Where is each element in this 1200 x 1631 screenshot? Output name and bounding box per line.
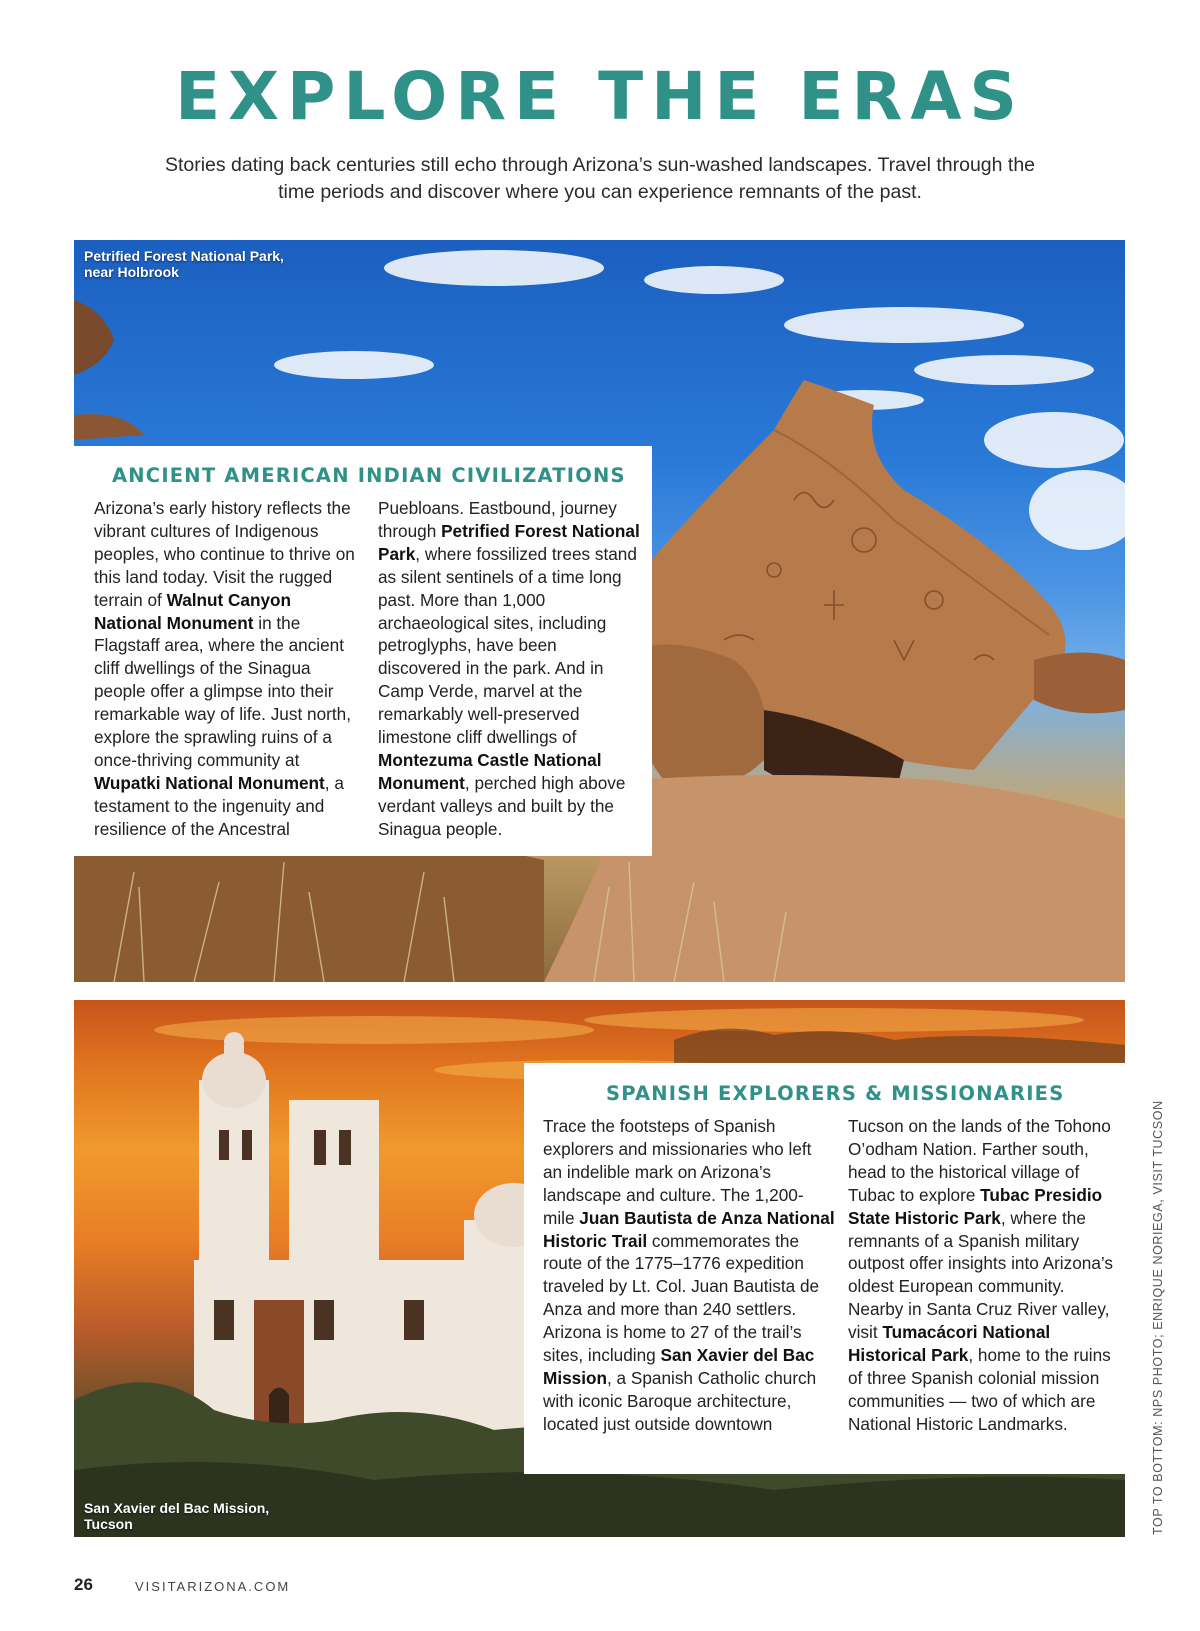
place-tubac-presidio: Tubac Presidio State Historic Park bbox=[848, 1184, 1103, 1228]
place-walnut-canyon: Walnut Canyon National Monument bbox=[94, 589, 292, 633]
body-text: , home to the ruins of three Spanish colonial mission communities — two of which are National Historic Landmarks. bbox=[848, 1345, 1111, 1434]
section-heading-ancient: ANCIENT AMERICAN INDIAN CIVILIZATIONS bbox=[112, 464, 626, 487]
body-text: commemorates the route of the 1775–1776 expedition traveled by Lt. Col. Juan Bautista de Anza and more than 240 settlers. Arizona is home to 27 of the trail’s sites, including bbox=[543, 1230, 820, 1366]
place-tumacacori: Tumacácori National Historical Park bbox=[848, 1322, 1051, 1366]
page-title: EXPLORE THE ERAS bbox=[175, 58, 1025, 135]
body-text: Tucson on the lands of the Tohono O’odham Nation. Farther south, head to the historical village of Tubac to explore bbox=[848, 1116, 1111, 1205]
place-wupatki: Wupatki National Monument bbox=[94, 772, 325, 793]
photo-credit: TOP TO BOTTOM: NPS PHOTO; ENRIQUE NORIEGA, VISIT TUCSON bbox=[1151, 1100, 1165, 1535]
site-url: VISITARIZONA.COM bbox=[135, 1579, 291, 1594]
place-anza-trail: Juan Bautista de Anza National Historic Trail bbox=[543, 1207, 835, 1251]
place-petrified-forest: Petrified Forest National Park bbox=[378, 520, 640, 564]
body-text: , a testament to the ingenuity and resilience of the Ancestral bbox=[94, 772, 344, 839]
body-text: Puebloans. Eastbound, journey through bbox=[378, 498, 617, 541]
place-montezuma-castle: Montezuma Castle National Monument bbox=[378, 749, 602, 793]
body-text: , where the remnants of a Spanish military outpost offer insights into Arizona’s oldest European community. Nearby in Santa Cruz River valley, visit bbox=[848, 1207, 1113, 1343]
body-text: in the Flagstaff area, where the ancient cliff dwellings of the Sinagua people offer a glimpse into their remarkable way of life. Just north, explore the sprawling ruins of a once-thriving community at bbox=[94, 612, 351, 770]
article-column-3 bbox=[543, 1115, 835, 1436]
place-san-xavier: San Xavier del Bac Mission bbox=[543, 1345, 815, 1388]
photo-caption-petrified-forest: Petrified Forest National Park, near Holbrook bbox=[84, 248, 284, 280]
body-text: , a Spanish Catholic church with iconic Baroque architecture, located just outside downtown bbox=[543, 1367, 817, 1434]
photo-caption-san-xavier: San Xavier del Bac Mission, Tucson bbox=[84, 1500, 270, 1532]
page-number: 26 bbox=[74, 1575, 93, 1594]
body-text: Arizona’s early history reflects the vibrant cultures of Indigenous peoples, who continue to thrive on this land today. Visit the rugged terrain of bbox=[94, 498, 355, 610]
intro-text: Stories dating back centuries still echo through Arizona’s sun-washed landscapes. Travel through the time periods and discover where you can experience remnants of the past. bbox=[164, 154, 1036, 203]
section-heading-spanish: SPANISH EXPLORERS & MISSIONARIES bbox=[606, 1082, 1065, 1105]
body-text: , perched high above verdant valleys and built by the Sinagua people. bbox=[378, 772, 626, 839]
body-text: Trace the footsteps of Spanish explorers and missionaries who left an indelible mark on Arizona’s landscape and culture. The 1,200-mile bbox=[543, 1116, 812, 1228]
article-column-1 bbox=[94, 497, 362, 841]
article-column-4 bbox=[848, 1115, 1120, 1436]
article-column-2 bbox=[378, 497, 640, 841]
body-text: , where fossilized trees stand as silent sentinels of a time long past. More than 1,000 archaeological sites, including petroglyphs, have been discovered in the park. And in Camp Verde, marvel at the remarkably well-preserved limestone cliff dwellings of bbox=[378, 543, 637, 748]
